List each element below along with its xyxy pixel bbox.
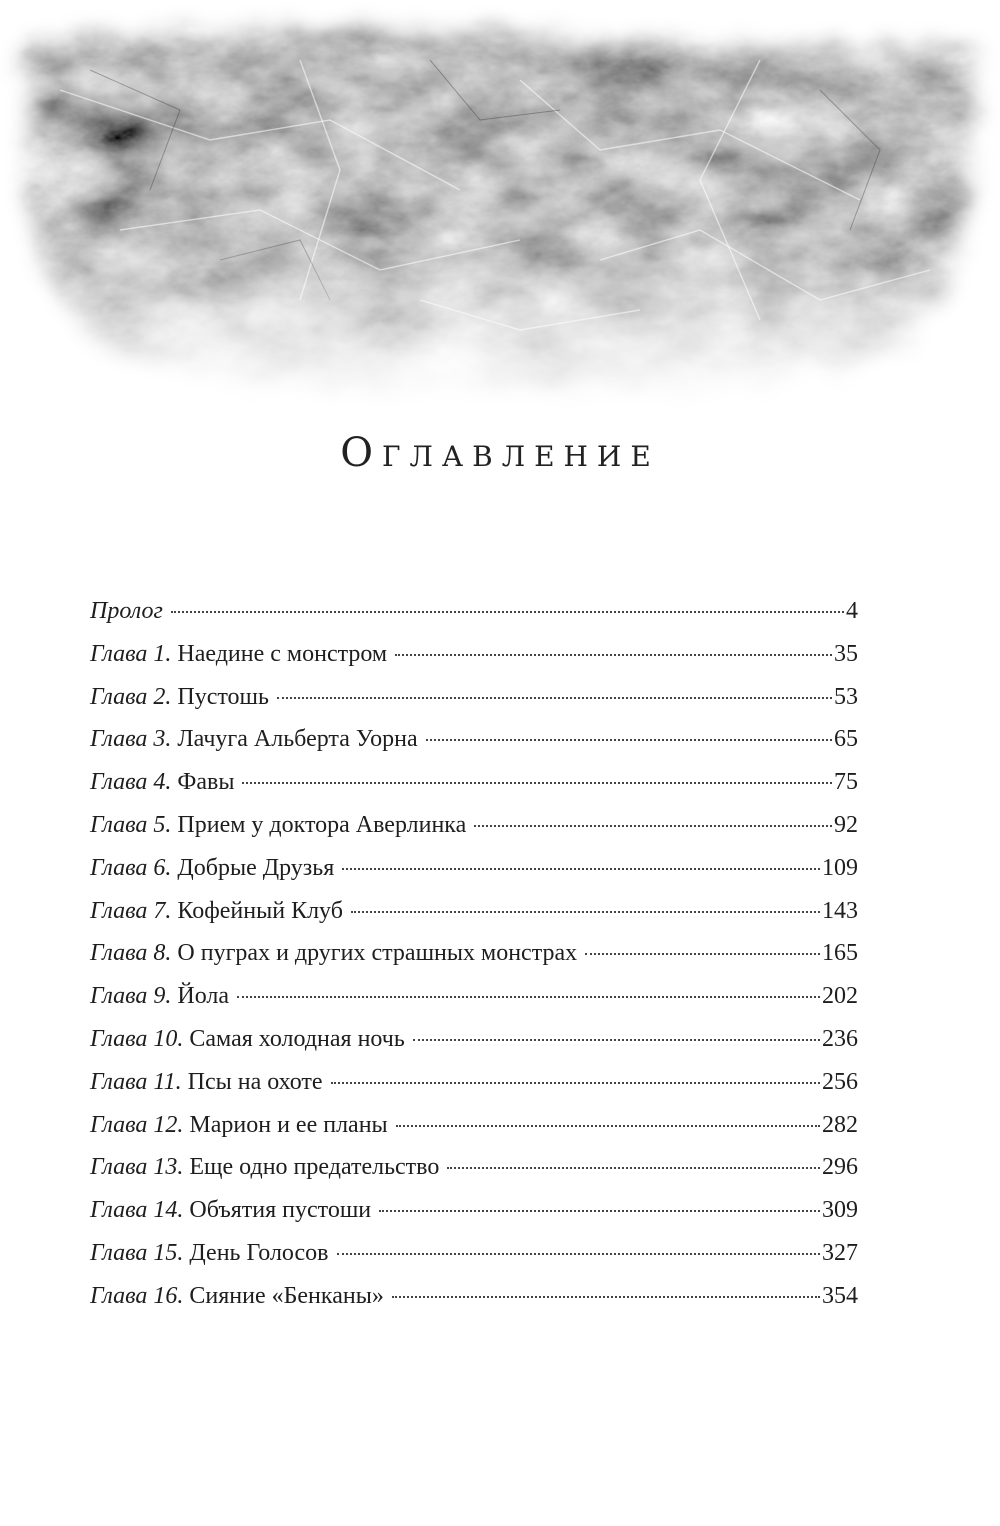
toc-entry-label: Глава 5. Прием у доктора Аверлинка — [90, 811, 467, 838]
dot-leader — [351, 911, 820, 913]
toc-entry-label: Глава 10. Самая холодная ночь — [90, 1025, 405, 1052]
dot-leader — [242, 782, 832, 784]
toc-entry-label: Глава 2. Пустошь — [90, 683, 269, 710]
dot-leader — [331, 1082, 820, 1084]
toc-entry-label: Пролог — [90, 598, 163, 624]
dot-leader — [392, 1296, 820, 1298]
dot-leader — [585, 953, 820, 955]
toc-entry-label: Глава 11. Псы на охоте — [90, 1068, 323, 1095]
toc-entry-chapter-7 — [90, 898, 858, 941]
page-number: 65 — [834, 726, 858, 753]
toc-entry-chapter-12 — [90, 1112, 858, 1155]
toc-entry-chapter-11 — [90, 1069, 858, 1112]
page-number: 92 — [834, 811, 858, 838]
page-number: 35 — [834, 640, 858, 667]
toc-entry-chapter-9 — [90, 983, 858, 1026]
toc-entry-label: Глава 14. Объятия пустоши — [90, 1197, 372, 1224]
page-number: 236 — [822, 1025, 858, 1052]
page-title: Оглавление — [340, 430, 660, 476]
page-number: 354 — [822, 1282, 858, 1309]
toc-entry-label: Глава 1. Наедине с монстром — [90, 640, 388, 667]
toc-entry-label: Глава 6. Добрые Друзья — [90, 854, 335, 881]
page-number: 256 — [822, 1068, 858, 1095]
toc-entry-chapter-5 — [90, 812, 858, 855]
toc-entry-chapter-8 — [90, 940, 858, 983]
toc-entry-label: Глава 4. Фавы — [90, 769, 235, 796]
page-number: 53 — [834, 683, 858, 710]
page-number: 4 — [846, 598, 858, 624]
toc-entry-chapter-1 — [90, 641, 858, 684]
toc-entry-chapter-15 — [90, 1240, 858, 1283]
dot-leader — [474, 825, 832, 827]
page-number: 75 — [834, 769, 858, 796]
toc-entry-label: Глава 9. Йола — [90, 983, 230, 1010]
frosted-ice-header-illustration — [0, 0, 1000, 420]
toc-entry-label: Глава 7. Кофейный Клуб — [90, 897, 343, 924]
toc-entry-chapter-3 — [90, 726, 858, 769]
table-of-contents — [90, 598, 858, 1326]
toc-entry-chapter-6 — [90, 855, 858, 898]
dot-leader — [426, 739, 832, 741]
toc-entry-label: Глава 3. Лачуга Альберта Уорна — [90, 726, 418, 753]
page-number: 109 — [822, 854, 858, 881]
toc-entry-label: Глава 8. О пуграх и других страшных монстрах — [90, 940, 578, 967]
dot-leader — [237, 996, 820, 998]
page-number: 143 — [822, 897, 858, 924]
dot-leader — [337, 1253, 820, 1255]
page-number: 165 — [822, 940, 858, 967]
dot-leader — [342, 868, 820, 870]
dot-leader — [395, 654, 832, 656]
page-number: 327 — [822, 1239, 858, 1266]
page-number: 202 — [822, 983, 858, 1010]
page-number: 296 — [822, 1154, 858, 1181]
toc-entry-chapter-4 — [90, 769, 858, 812]
dot-leader — [447, 1167, 820, 1169]
page-number: 282 — [822, 1111, 858, 1138]
toc-entry-label: Глава 12. Марион и ее планы — [90, 1111, 388, 1138]
toc-entry-label: Глава 15. День Голосов — [90, 1239, 329, 1266]
dot-leader — [413, 1039, 820, 1041]
toc-entry-label: Глава 16. Сияние «Бенканы» — [90, 1282, 384, 1309]
dot-leader — [277, 697, 832, 699]
toc-entry-label: Глава 13. Еще одно предательство — [90, 1154, 440, 1181]
dot-leader — [379, 1210, 820, 1212]
toc-entry-chapter-14 — [90, 1197, 858, 1240]
dot-leader — [396, 1125, 820, 1127]
toc-entry-prologue — [90, 598, 858, 641]
toc-entry-chapter-10 — [90, 1026, 858, 1069]
toc-entry-chapter-2 — [90, 684, 858, 727]
toc-entry-chapter-13 — [90, 1154, 858, 1197]
dot-leader — [171, 611, 844, 613]
page-number: 309 — [822, 1197, 858, 1224]
toc-entry-chapter-16 — [90, 1283, 858, 1326]
